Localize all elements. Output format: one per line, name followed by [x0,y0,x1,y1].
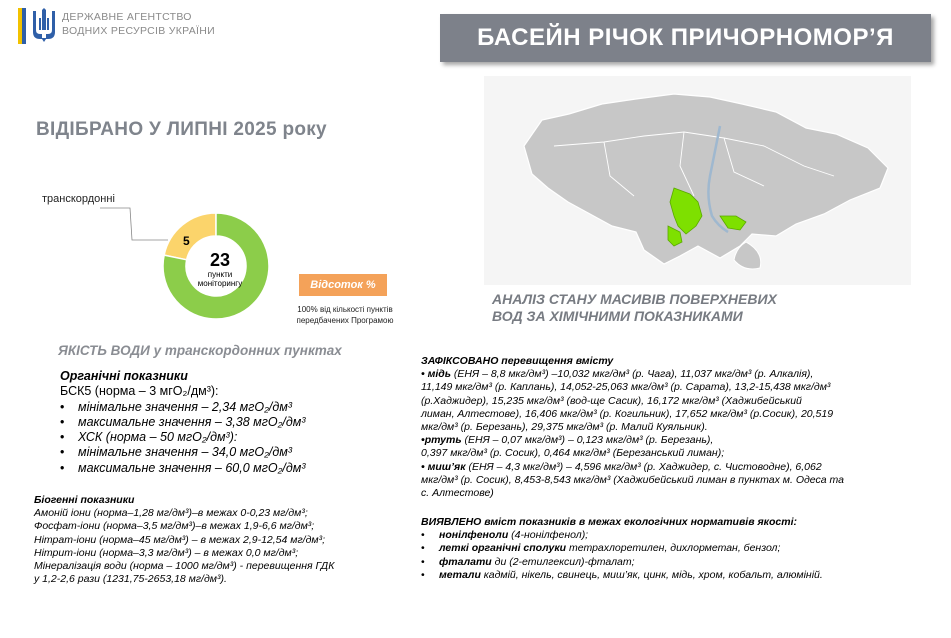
biogenic-line: у 1,2-2,6 рази (1231,75-2653,18 мг/дм³). [34,573,227,586]
footnote-line2: передбачених Програмою [296,316,394,325]
footnote-line1: 100% від кількості пунктів [297,305,393,314]
agency-name-line1: ДЕРЖАВНЕ АГЕНТСТВО [62,11,192,23]
norm-item: • леткі органічні сполуки тетрахлоретилен, дихлорметан, бензол; [421,542,781,555]
mercury-line: •ртуть (ЕНЯ – 0,07 мкг/дм³) – 0,123 мкг/дм³ (р. Березань), [421,434,714,447]
analysis-line1: АНАЛІЗ СТАНУ МАСИВІВ ПОВЕРХНЕВИХ [492,291,777,307]
country-shape [524,94,888,264]
analysis-heading [492,291,777,325]
within-norms-block [421,516,936,582]
trident-icon [30,8,58,44]
copper-line: • мідь (ЕНЯ – 8,8 мкг/дм³) –10,032 мкг/дм³ (р. Чага), 11,037 мкг/дм³ (р. Алкалія), [421,368,814,381]
biogenic-line: Мінералізація води (норма – 1000 мг/дм³) - перевищення ГДК [34,560,335,573]
organic-title: Органічні показники [60,369,188,383]
norm-item: • фталати ди (2-етилгексил)-фталат; [421,555,635,568]
transboundary-count: 5 [183,234,190,248]
arsenic-line: с. Алтестове) [421,487,494,500]
total-count: 23 [209,250,231,270]
bsk-max: • максимальне значення – 3,38 мгО₂/дм³ [60,414,306,429]
biogenic-indicators [34,494,404,586]
ukraine-map [484,76,911,285]
copper-line: (р.Хаджидер), 15,235 мкг/дм³ (вод-ще Сасик), 16,172 мкг/дм³ (Хаджибейський [421,394,802,407]
hsk-max: • максимальне значення – 60,0 мгО₂/дм³ [60,460,306,475]
agency-name-line2: ВОДНИХ РЕСУРСІВ УКРАЇНИ [62,25,216,37]
copper-line: лиман, Алтестове), 16,406 мкг/дм³ (р. Когильник), 17,652 мкг/дм³ (р.Сосик), 20,519 [421,407,834,420]
bsk-line: БСК5 (норма – 3 мгО₂/дм³): [60,384,219,399]
exceedances-title: ЗАФІКСОВАНО перевищення вмісту [421,355,614,367]
water-quality-title: ЯКІСТЬ ВОДИ у транскордонних пунктах [58,343,342,358]
bsk-min: • мінімальне значення – 2,34 мгО₂/дм³ [60,399,293,414]
logo-blue-bar [22,8,26,44]
copper-line: мкг/дм³ (р. Березань), 29,375 мкг/дм³ (р. Малий Куяльник). [421,421,708,434]
donut-center [195,250,245,288]
organic-indicators [60,369,306,476]
map-panel [484,76,911,285]
norm-item: • метали кадмій, нікель, свинець, миш’як, цинк, мідь, хром, кобальт, алюміній. [421,568,823,581]
copper-line: 11,149 мкг/дм³ (р. Каплань), 14,052-25,063 мкг/дм³ (р. Сарата), 13,2-15,438 мкг/дм³ [421,381,831,394]
biogenic-line: Нітрит-іони (норма–3,3 мг/дм³) – в межах 0,0 мг/дм³; [34,546,299,559]
norm-item: • нонілфеноли (4-нонілфенол); [421,529,589,542]
exceedances-block [421,355,936,500]
mercury-line: 0,397 мкг/дм³ (р. Сосик), 0,464 мкг/дм³ (Березанський лиман); [421,447,725,460]
percent-footnote [285,304,405,326]
center-label-2: моніторингу [197,279,243,288]
biogenic-title: Біогенні показники [34,494,135,506]
agency-logo [18,8,58,44]
sampling-headline: ВІДІБРАНО У ЛИПНІ 2025 року [36,119,327,140]
hsk-line: • ХСК (норма – 50 мгО₂/дм³): [60,430,238,445]
biogenic-line: Амоній іони (норма–1,28 мг/дм³)–в межах 0-0,23 мг/дм³; [34,507,308,520]
arsenic-line: мкг/дм³ (р. Сосик), 8,453-8,543 мкг/дм³ (Хаджибейський лиман в пунктах м. Одеса та [421,473,844,486]
biogenic-line: Нітрат-іони (норма–45 мг/дм³) – в межах 2,9-12,54 мг/дм³; [34,533,325,546]
callout-line [100,208,168,240]
page-title: БАСЕЙН РІЧОК ПРИЧОРНОМОР’Я [440,14,931,62]
hsk-min: • мінімальне значення – 34,0 мгО₂/дм³ [60,445,293,460]
within-norms-title: ВИЯВЛЕНО вміст показників в межах екологічних нормативів якості: [421,516,797,528]
analysis-line2: ВОД ЗА ХІМІЧНИМИ ПОКАЗНИКАМИ [492,308,743,324]
transboundary-label: транскордонні [42,193,115,205]
biogenic-line: Фосфат-іони (норма–3,5 мг/дм³)–в межах 1,9-6,6 мг/дм³; [34,520,315,533]
percent-badge: Відсоток % [299,274,387,296]
arsenic-line: • миш’як (ЕНЯ – 4,3 мкг/дм³) – 4,596 мкг/дм³ (р. Хаджидер, с. Чистоводне), 6,062 [421,460,822,473]
center-label-1: пункти [207,270,233,279]
